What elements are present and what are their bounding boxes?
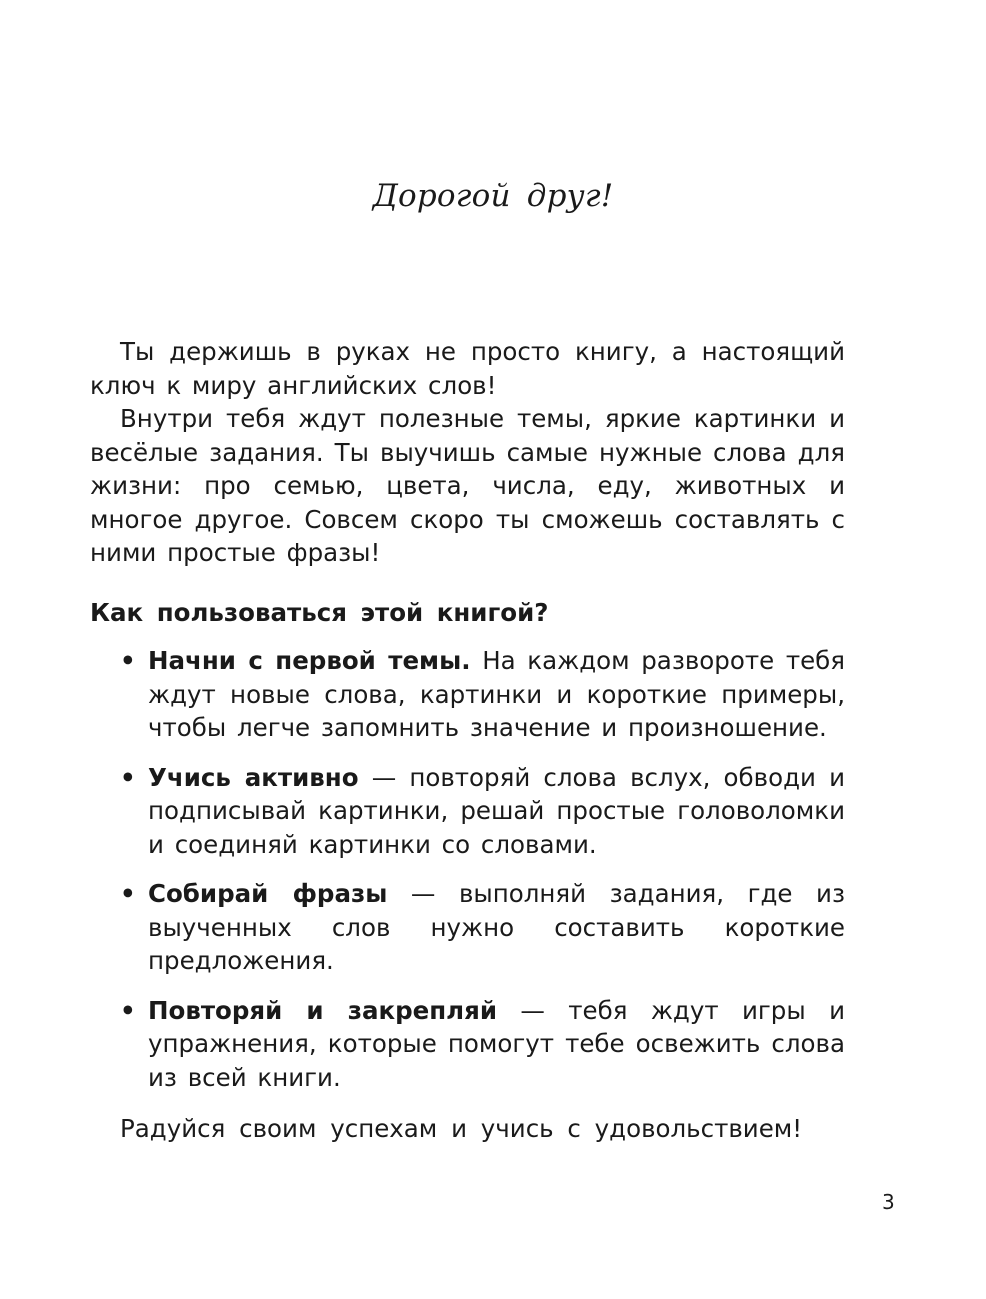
howto-item-bold: Начни с первой темы. xyxy=(148,646,471,675)
howto-item-bold: Учись активно xyxy=(148,762,359,792)
page-number: 3 xyxy=(882,1190,895,1214)
howto-item-text: — тебя ждут игры и упражнения, которые помогут тебе освежить слова из всей книги. xyxy=(148,995,845,1092)
howto-heading: Как пользоваться этой книгой? xyxy=(90,598,549,627)
howto-item-text: — выполняй задания, где из выученных слов нужно составить короткие предложения. xyxy=(148,879,845,975)
closing-line: Радуйся своим успехам и учись с удовольствием! xyxy=(120,1114,803,1143)
intro-paragraph-1: Ты держишь в руках не просто книгу, а настоящий ключ к миру английских слов! xyxy=(90,337,845,400)
howto-item-repeat xyxy=(90,994,845,1095)
howto-item-bold: Собирай фразы xyxy=(148,879,388,908)
bullet-icon: • xyxy=(120,762,136,792)
bullet-icon: • xyxy=(120,646,136,675)
page-title: Дорогой друг! xyxy=(372,178,614,214)
howto-item-text: На каждом развороте тебя ждут новые слова, картинки и короткие примеры, чтобы легче запомнить значение и произношение. xyxy=(148,646,846,742)
bullet-icon: • xyxy=(120,995,136,1025)
howto-item-first-topic xyxy=(90,644,845,745)
howto-item-text: — повторяй слова вслух, обводи и подписывай картинки, решай простые головоломки и соединяй картинки со словами. xyxy=(148,762,845,859)
howto-item-bold: Повторяй и закрепляй xyxy=(148,995,498,1025)
intro-paragraph-2: Внутри тебя ждут полезные темы, яркие картинки и весёлые задания. Ты выучишь самые нужные слова для жизни: про семью, цвета, числа, еду, животных и многое другое. Совсем скоро ты сможешь составлять с ними простые фразы! xyxy=(90,404,845,567)
howto-list xyxy=(90,644,845,1110)
howto-item-build-phrases xyxy=(90,877,845,978)
intro-section xyxy=(90,335,845,570)
bullet-icon: • xyxy=(120,879,136,908)
howto-item-learn-actively xyxy=(90,761,845,862)
